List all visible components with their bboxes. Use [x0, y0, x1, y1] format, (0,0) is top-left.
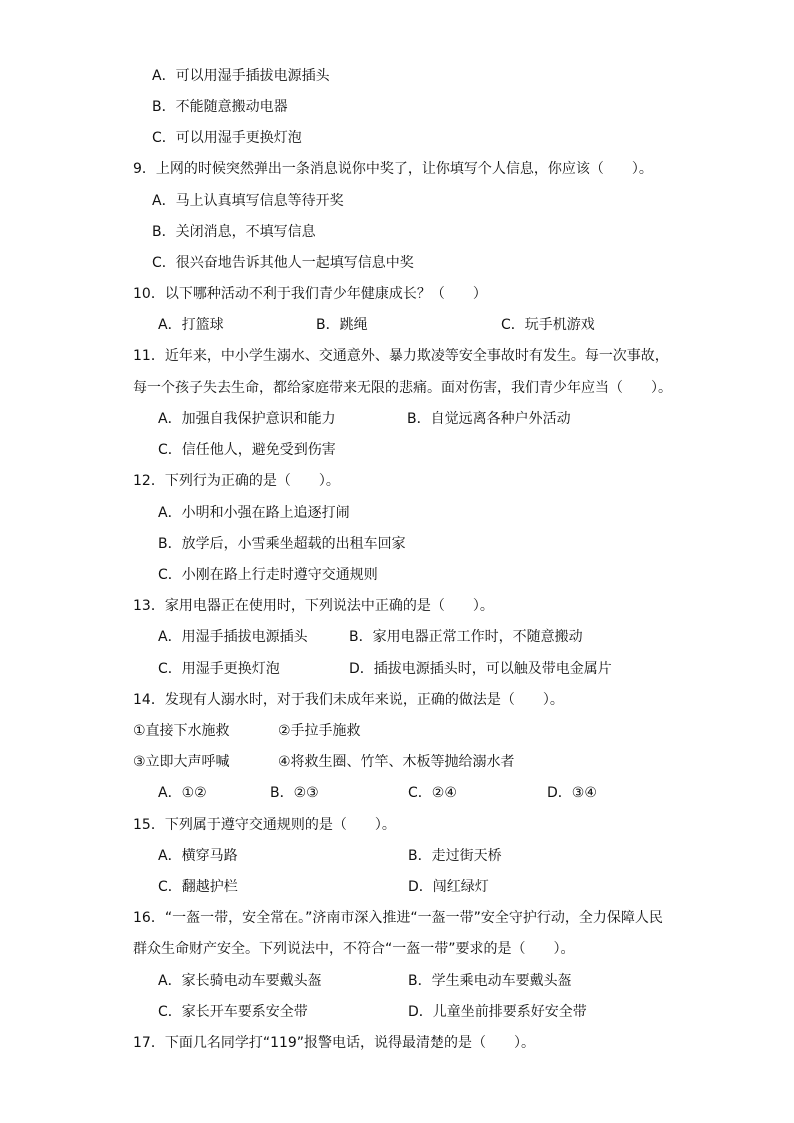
q9-option-b: B．关闭消息，不填写信息: [152, 224, 316, 240]
q8-option-c: C．可以用湿手更换灯泡: [152, 130, 302, 146]
q14-option-d: D．③④: [547, 785, 597, 801]
q11-stem-line1: 11．近年来，中小学生溺水、交通意外、暴力欺凌等安全事故时有发生。每一次事故，: [133, 348, 669, 364]
q16-stem-line1: 16．“一盔一带，安全常在。”济南市深入推进“一盔一带”安全守护行动，全力保障人民: [133, 910, 663, 926]
q15-option-c: C．翻越护栏: [158, 879, 238, 895]
q9-stem: 9．上网的时候突然弹出一条消息说你中奖了，让你填写个人信息，你应该（ ）。: [133, 161, 653, 177]
q13-option-d: D．插拔电源插头时，可以触及带电金属片: [349, 661, 612, 677]
q11-stem-line2: 每一个孩子失去生命，都给家庭带来无限的悲痛。面对伤害，我们青少年应当（ ）。: [133, 380, 672, 396]
q13-option-a: A．用湿手插拔电源插头: [158, 629, 308, 645]
q16-option-b: B．学生乘电动车要戴头盔: [408, 973, 572, 989]
q14-stem: 14．发现有人溺水时，对于我们未成年来说，正确的做法是（ ）。: [133, 692, 564, 708]
q15-stem: 15．下列属于遵守交通规则的是（ ）。: [133, 817, 396, 833]
q12-stem: 12．下列行为正确的是（ ）。: [133, 473, 340, 489]
q13-options-row2: [152, 659, 672, 679]
q10-option-c: C．玩手机游戏: [501, 317, 595, 333]
q10-option-b: B．跳绳: [316, 317, 368, 333]
q15-option-a: A．横穿马路: [158, 848, 238, 864]
q16-option-a: A．家长骑电动车要戴头盔: [158, 973, 322, 989]
q12-option-b: B．放学后，小雪乘坐超载的出租车回家: [158, 536, 406, 552]
q16-stem-line2: 群众生命财产安全。下列说法中，不符合“一盔一带”要求的是（ ）。: [133, 941, 575, 957]
q14-item-3: ③立即大声呼喊: [133, 754, 230, 770]
q14-items-row2: [133, 752, 633, 772]
q12-option-a: A．小明和小强在路上追逐打闹: [158, 505, 350, 521]
q16-option-c: C．家长开车要系安全带: [158, 1004, 308, 1020]
q10-option-a: A．打篮球: [158, 317, 224, 333]
q17-stem: 17．下面几名同学打“119”报警电话，说得最清楚的是（ ）。: [133, 1035, 536, 1051]
q9-option-c: C．很兴奋地告诉其他人一起填写信息中奖: [152, 255, 414, 271]
q15-option-b: B．走过街天桥: [408, 848, 502, 864]
q11-option-c: C．信任他人，避免受到伤害: [158, 442, 336, 458]
q8-option-b: B．不能随意搬动电器: [152, 99, 288, 115]
q14-item-2: ②手拉手施救: [278, 723, 361, 739]
q13-option-b: B．家用电器正常工作时，不随意搬动: [349, 629, 583, 645]
q14-options-row: [152, 783, 652, 803]
q15-option-d: D．闯红绿灯: [408, 879, 489, 895]
q16-options-row2: [152, 1002, 672, 1022]
q11-option-a: A．加强自我保护意识和能力: [158, 411, 336, 427]
q11-options-row: [152, 409, 652, 429]
q15-options-row2: [152, 877, 652, 897]
q14-item-4: ④将救生圈、竹竿、木板等抛给溺水者: [278, 754, 515, 770]
q14-option-c: C．②④: [408, 785, 457, 801]
q13-option-c: C．用湿手更换灯泡: [158, 661, 280, 677]
q10-options-row: [152, 315, 652, 335]
q9-option-a: A．马上认真填写信息等待开奖: [152, 193, 344, 209]
q14-option-a: A．①②: [158, 785, 207, 801]
q10-stem: 10．以下哪种活动不利于我们青少年健康成长？（ ）: [133, 286, 487, 302]
q12-option-c: C．小刚在路上行走时遵守交通规则: [158, 567, 378, 583]
q13-stem: 13．家用电器正在使用时，下列说法中正确的是（ ）。: [133, 598, 494, 614]
q14-option-b: B．②③: [270, 785, 319, 801]
q13-options-row1: [152, 627, 672, 647]
q16-options-row1: [152, 971, 672, 991]
q14-item-1: ①直接下水施救: [133, 723, 230, 739]
q14-items-row1: [133, 721, 633, 741]
q15-options-row1: [152, 846, 652, 866]
q8-option-a: A．可以用湿手插拔电源插头: [152, 68, 330, 84]
q11-option-b: B．自觉远离各种户外活动: [407, 411, 571, 427]
q16-option-d: D．儿童坐前排要系好安全带: [408, 1004, 587, 1020]
